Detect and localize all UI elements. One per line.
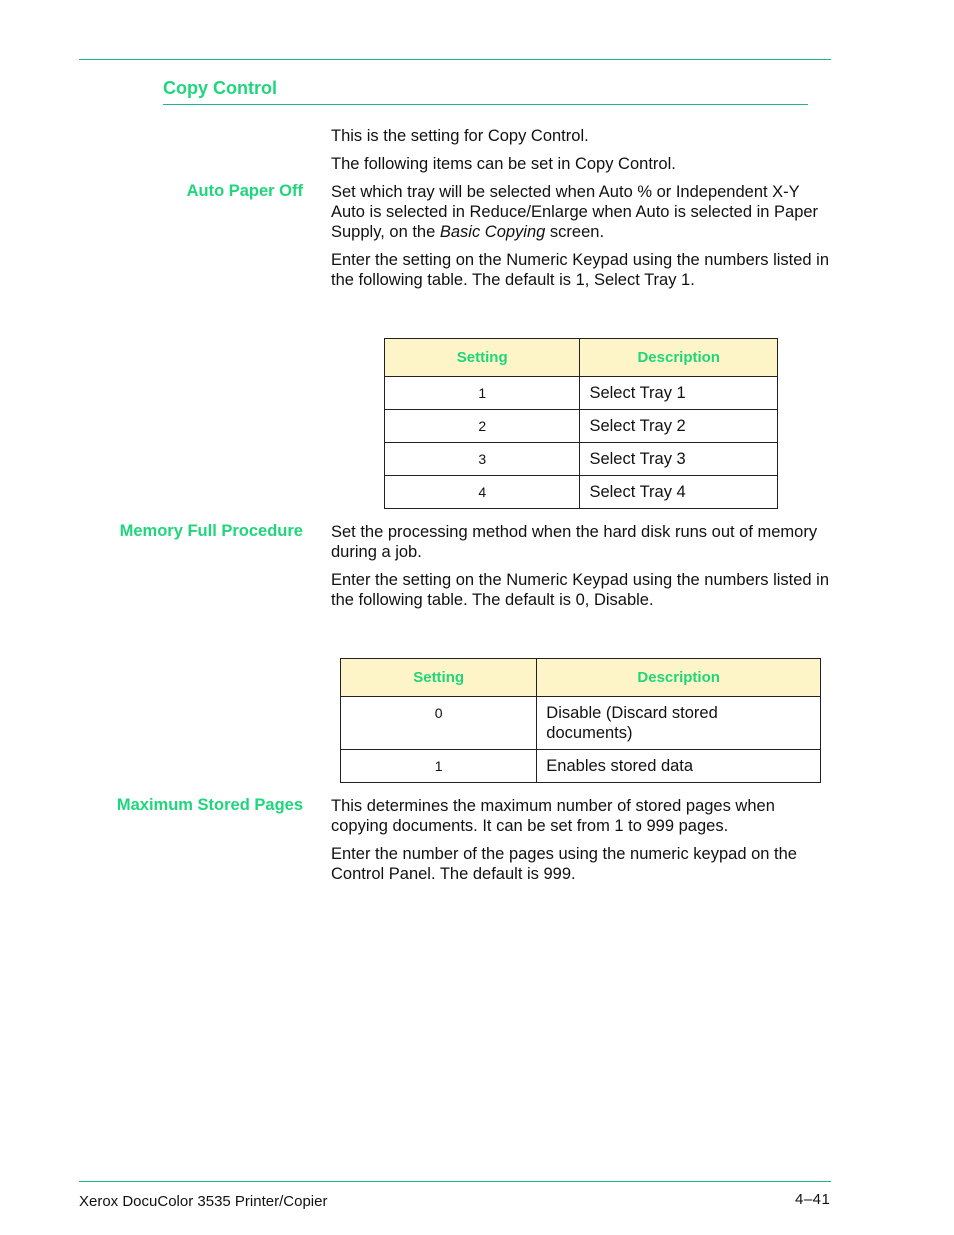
memory-full-paragraph-2: Enter the setting on the Numeric Keypad using the numbers listed in the following table. The default is 0, Disable. — [331, 571, 830, 609]
column-header-setting: Setting — [385, 339, 580, 377]
setting-cell: 4 — [385, 476, 580, 509]
footer-product-name: Xerox DocuColor 3535 Printer/Copier — [79, 1193, 328, 1210]
setting-cell: 1 — [341, 750, 537, 783]
page-number: 4–41 — [795, 1191, 831, 1208]
memory-full-heading: Memory Full Procedure — [119, 522, 303, 540]
auto-paper-off-paragraph-2: Enter the setting on the Numeric Keypad using the numbers listed in the following table. The default is 1, Select Tray 1. — [331, 251, 830, 289]
top-rule — [79, 59, 831, 60]
table-row — [385, 443, 778, 476]
basic-copying-reference: Basic Copying — [439, 223, 546, 241]
auto-paper-off-text-b: screen. — [545, 223, 605, 241]
setting-cell: 0 — [341, 697, 537, 750]
table-header-row — [385, 339, 778, 377]
table-row — [385, 410, 778, 443]
section-title-rule — [163, 104, 808, 105]
auto-paper-off-heading: Auto Paper Off — [186, 182, 303, 200]
description-cell: Select Tray 4 — [580, 476, 778, 509]
description-cell: Select Tray 1 — [580, 377, 778, 410]
table-row — [341, 750, 821, 783]
description-cell: Select Tray 2 — [580, 410, 778, 443]
table-row — [385, 377, 778, 410]
setting-cell: 3 — [385, 443, 580, 476]
intro-paragraph-1: This is the setting for Copy Control. — [331, 127, 589, 145]
auto-paper-off-table — [384, 338, 778, 509]
description-cell — [537, 697, 821, 750]
column-header-description: Description — [580, 339, 778, 377]
table-header-row — [341, 659, 821, 697]
max-stored-pages-heading: Maximum Stored Pages — [116, 796, 303, 814]
footer-rule — [79, 1181, 831, 1182]
max-stored-pages-paragraph-1: This determines the maximum number of stored pages when copying documents. It can be set from 1 to 999 pages. — [331, 797, 775, 835]
description-text: Disable (Discard stored documents) — [546, 704, 718, 742]
column-header-description: Description — [537, 659, 821, 697]
section-title: Copy Control — [163, 78, 277, 98]
intro-paragraph-2: The following items can be set in Copy Control. — [331, 155, 676, 173]
setting-cell: 1 — [385, 377, 580, 410]
auto-paper-off-paragraph-1 — [331, 182, 823, 242]
table-row — [341, 697, 821, 750]
description-cell: Enables stored data — [537, 750, 821, 783]
setting-cell: 2 — [385, 410, 580, 443]
memory-full-table — [340, 658, 821, 783]
table-row — [385, 476, 778, 509]
column-header-setting: Setting — [341, 659, 537, 697]
max-stored-pages-paragraph-2: Enter the number of the pages using the numeric keypad on the Control Panel. The default is 999. — [331, 845, 797, 883]
description-cell: Select Tray 3 — [580, 443, 778, 476]
auto-paper-off-text-a: Set which tray will be selected when Auto % or Independent X-Y Auto is selected in Reduce/Enlarge when Auto is selected in Paper Supply, on the — [331, 183, 819, 241]
memory-full-paragraph-1: Set the processing method when the hard disk runs out of memory during a job. — [331, 523, 818, 561]
